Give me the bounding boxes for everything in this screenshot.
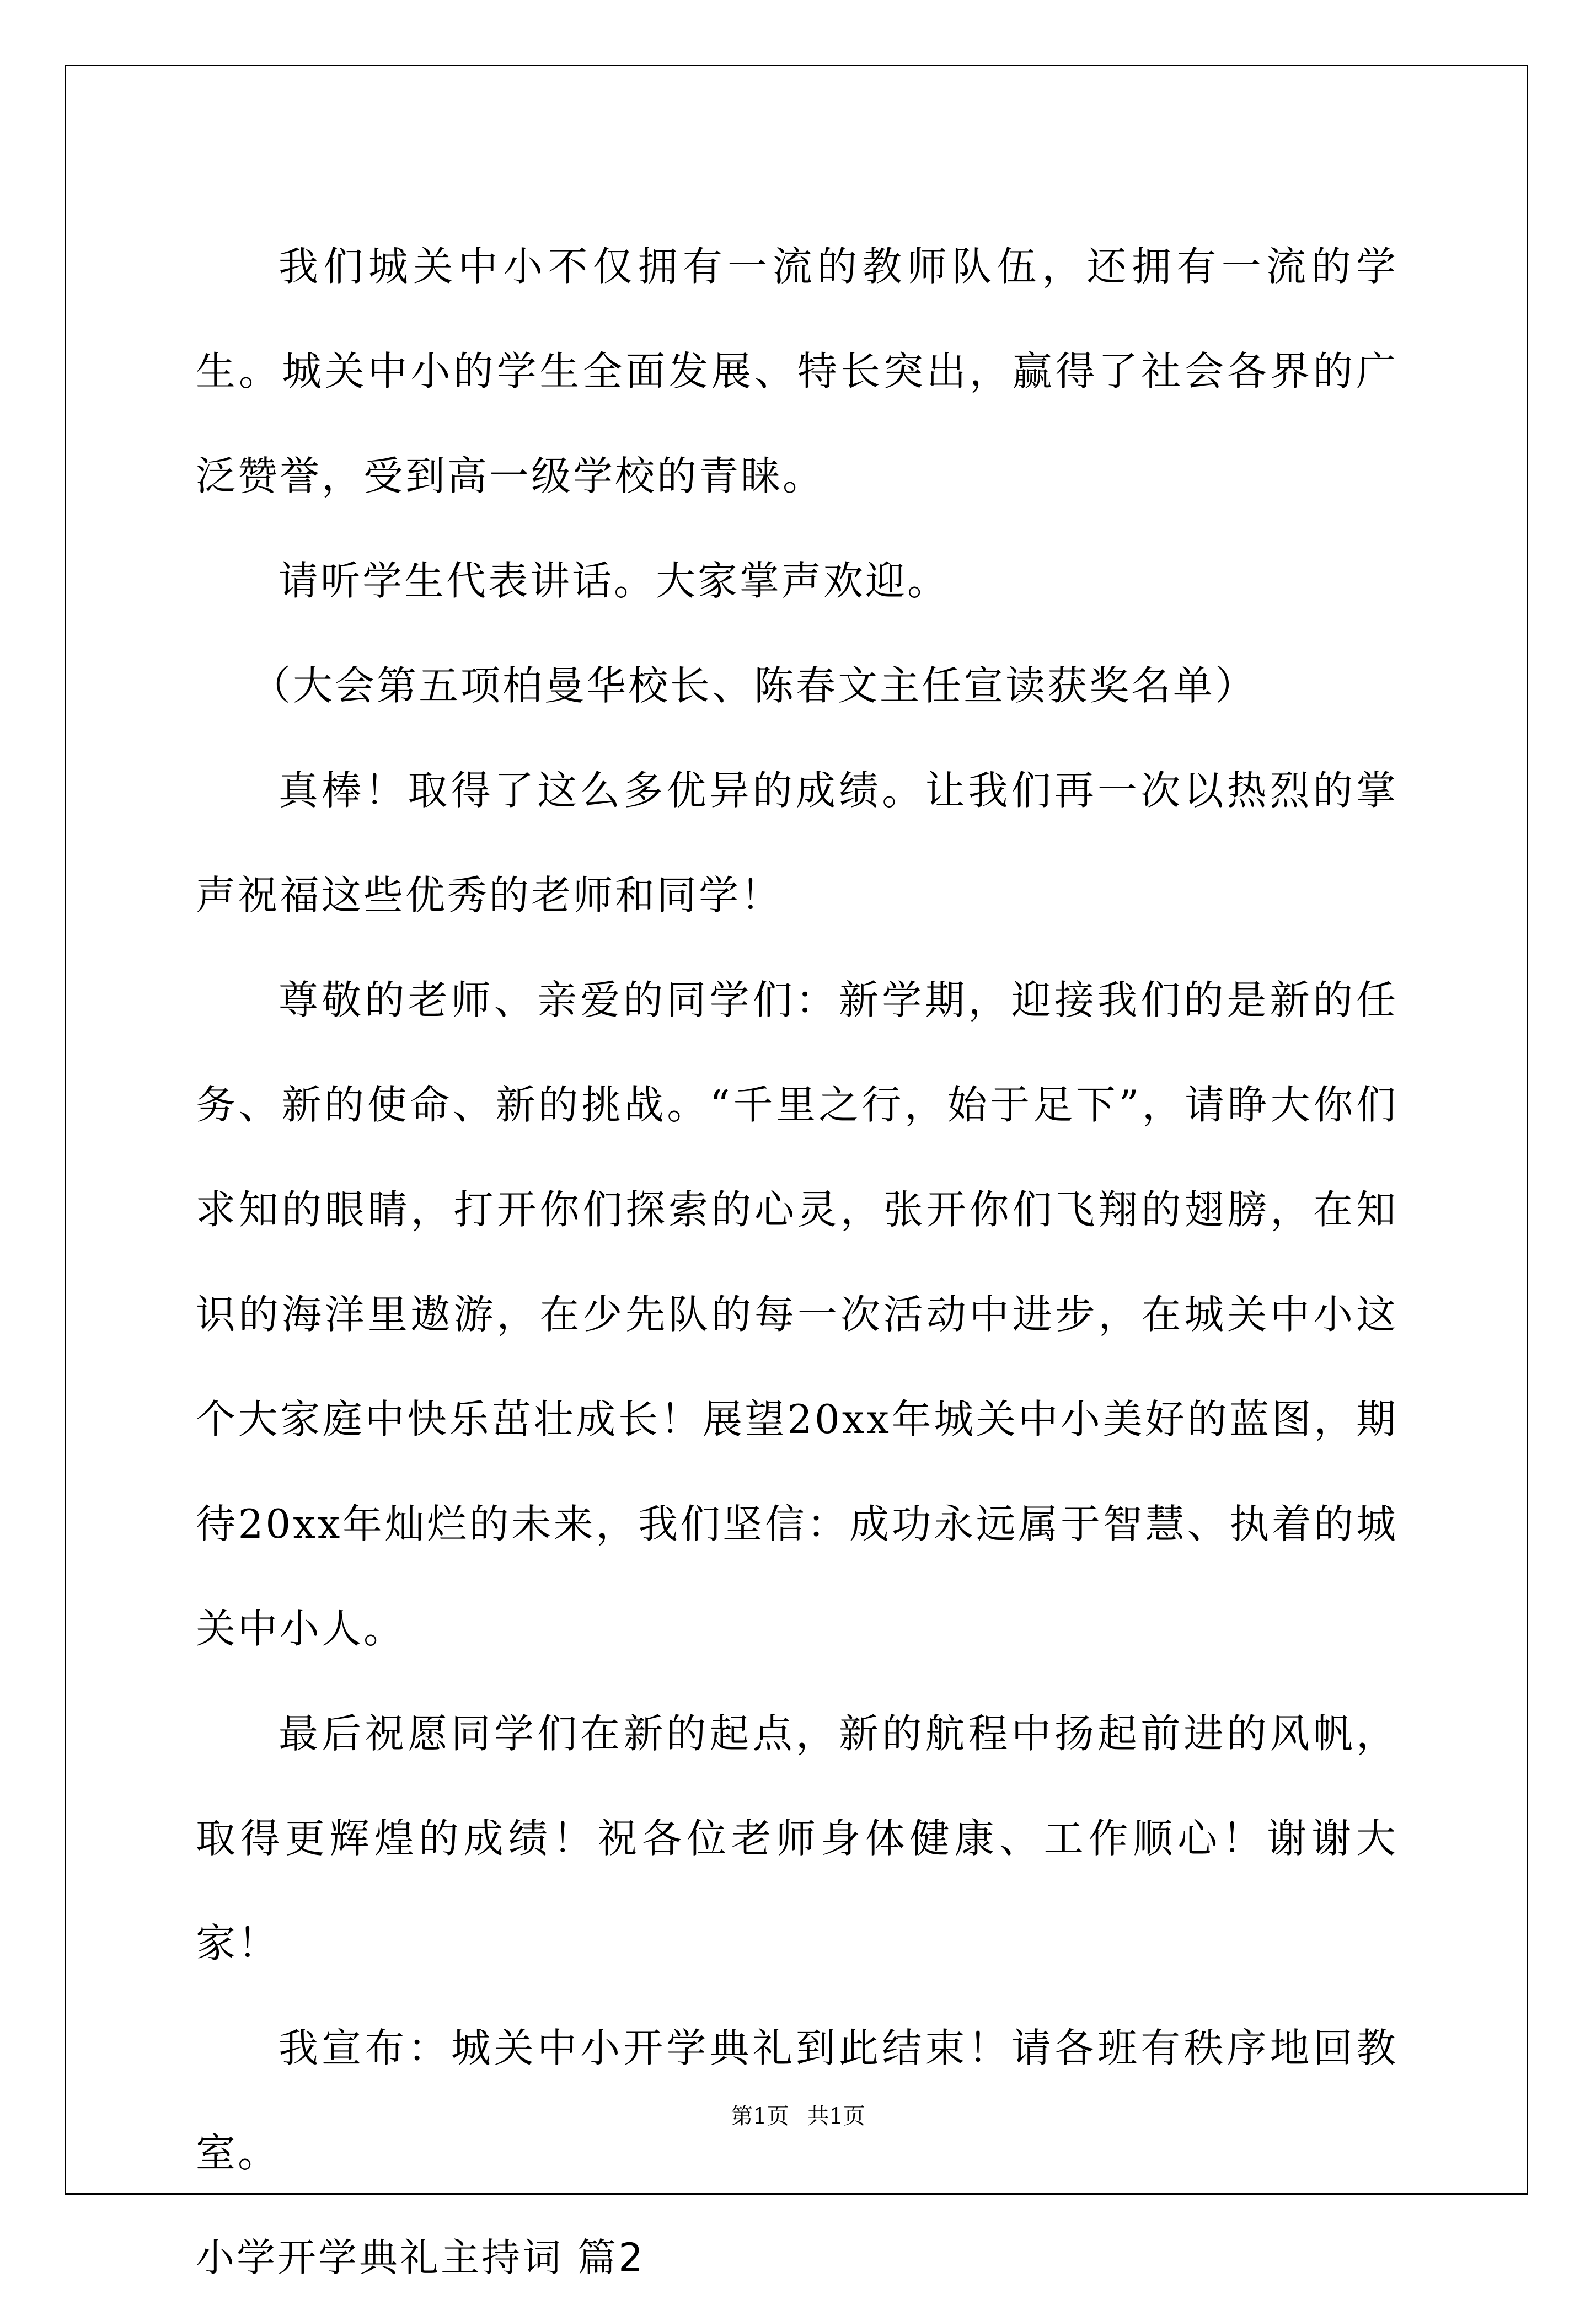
paragraph-6: 最后祝愿同学们在新的起点，新的航程中扬起前进的风帆，取得更辉煌的成绩！祝各位老师身体健康、工作顺心！谢谢大家！ <box>196 1710 1398 1966</box>
section-heading: 小学开学典礼主持词 篇2 <box>196 2235 645 2280</box>
paragraph-1: 我们城关中小不仅拥有一流的教师队伍，还拥有一流的学生。城关中小的学生全面发展、特长突出，赢得了社会各界的广泛赞誉，受到高一级学校的青睐。 <box>196 243 1398 499</box>
paragraph-7: 我宣布：城关中小开学典礼到此结束！请各班有秩序地回教室。 <box>196 2025 1398 2176</box>
page-current: 第1页 <box>731 2104 789 2129</box>
paragraph-3: （大会第五项柏曼华校长、陈春文主任宣读获奖名单） <box>251 662 1257 709</box>
paragraph-4: 真棒！取得了这么多优异的成绩。让我们再一次以热烈的掌声祝福这些优秀的老师和同学！ <box>196 767 1398 918</box>
paragraph-2: 请听学生代表讲话。大家掌声欢迎。 <box>279 558 950 604</box>
page-total: 共1页 <box>807 2104 865 2129</box>
paragraph-5: 尊敬的老师、亲爱的同学们：新学期，迎接我们的是新的任务、新的使命、新的挑战。“千里之行，始于足下”，请睁大你们求知的眼睛，打开你们探索的心灵，张开你们飞翔的翅膀，在知识的海洋里遨游，在少先队的每一次活动中进步，在城关中小这个大家庭中快乐茁壮成长！展望20xx年城关中小美好的蓝图，期待20xx年灿烂的未来，我们坚信：成功永远属于智慧、执着的城关中小人。 <box>196 977 1398 1652</box>
document-body <box>196 214 1398 2310</box>
page-footer <box>0 2099 1596 2130</box>
